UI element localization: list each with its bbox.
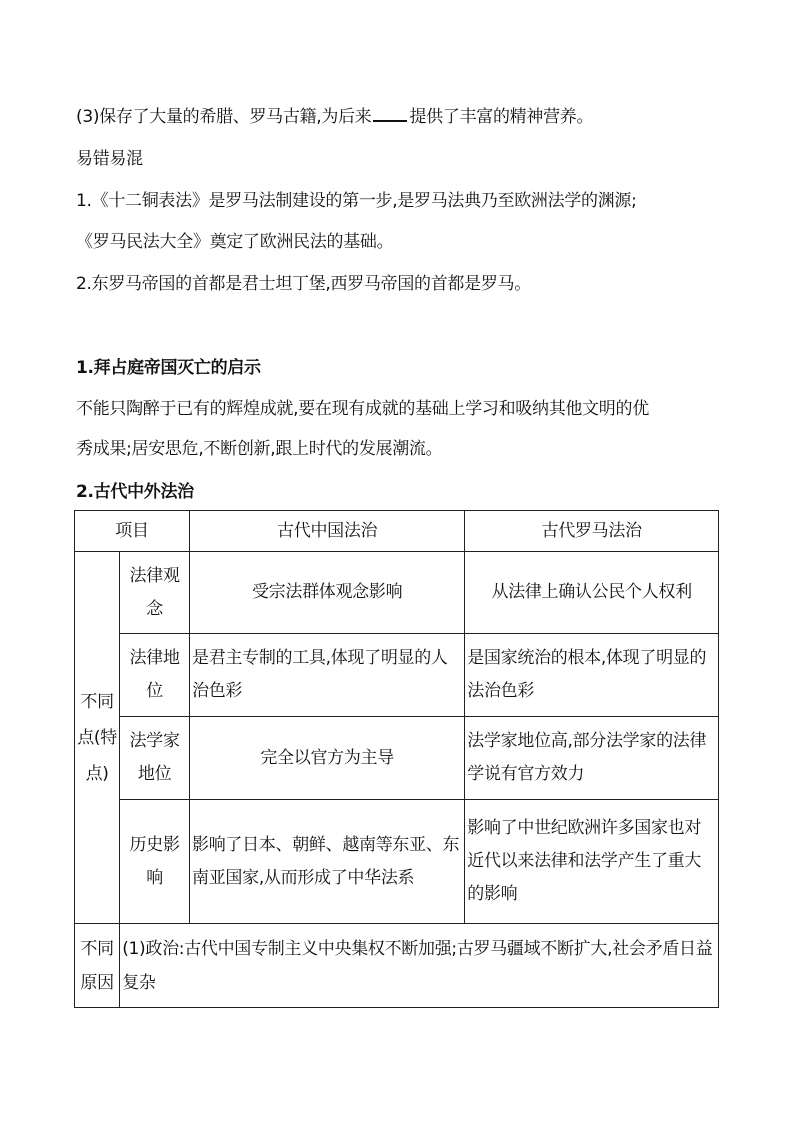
aspect-cell: 法学家地位: [120, 717, 190, 800]
china-cell: 受宗法群体观念影响: [190, 552, 465, 634]
law-table-heading: 2.古代中外法治: [76, 482, 194, 502]
china-cell: 是君主专制的工具,体现了明显的人治色彩: [190, 634, 465, 717]
rome-cell: 影响了中世纪欧洲许多国家也对近代以来法律和法学产生了重大的影响: [465, 800, 719, 924]
confusion-item-1-cont: 《罗马民法大全》奠定了欧洲民法的基础。: [76, 232, 394, 252]
china-cell: 完全以官方为主导: [190, 717, 465, 800]
fill-in-blank: [373, 106, 407, 122]
section-title-confusions: 易错易混: [76, 149, 143, 169]
confusion-item-1: 1.《十二铜表法》是罗马法制建设的第一步,是罗马法典乃至欧洲法学的渊源;: [76, 191, 637, 211]
aspect-cell: 法律地位: [120, 634, 190, 717]
byzantine-text-1: 不能只陶醉于已有的辉煌成就,要在现有成就的基础上学习和吸纳其他文明的优: [76, 399, 649, 419]
table-header-row: [75, 511, 719, 552]
reason-label: 不同原因: [75, 924, 120, 1008]
law-comparison-table: [74, 510, 719, 1008]
rome-cell: 从法律上确认公民个人权利: [465, 552, 719, 634]
rome-cell: 法学家地位高,部分法学家的法律学说有官方效力: [465, 717, 719, 800]
group-label-differences: 不同点(特点): [75, 552, 120, 924]
table-row: [75, 800, 719, 924]
table-row: [75, 634, 719, 717]
aspect-cell: 法律观念: [120, 552, 190, 634]
table-row: [75, 552, 719, 634]
china-cell: 影响了日本、朝鲜、越南等东亚、东南亚国家,从而形成了中华法系: [190, 800, 465, 924]
header-rome: 古代罗马法治: [465, 511, 719, 552]
header-china: 古代中国法治: [190, 511, 465, 552]
table-row: [75, 717, 719, 800]
intro-line-3: [76, 106, 593, 128]
byzantine-text-2: 秀成果;居安思危,不断创新,跟上时代的发展潮流。: [76, 439, 443, 459]
reason-text: (1)政治:古代中国专制主义中央集权不断加强;古罗马疆域不断扩大,社会矛盾日益复杂: [120, 924, 719, 1008]
table-row-reasons: [75, 924, 719, 1008]
rome-cell: 是国家统治的根本,体现了明显的法治色彩: [465, 634, 719, 717]
aspect-cell: 历史影响: [120, 800, 190, 924]
confusion-item-2: 2.东罗马帝国的首都是君士坦丁堡,西罗马帝国的首都是罗马。: [76, 274, 531, 294]
header-item: 项目: [75, 511, 190, 552]
intro-line-3-before: (3)保存了大量的希腊、罗马古籍,为后来: [76, 107, 372, 127]
byzantine-heading: 1.拜占庭帝国灭亡的启示: [76, 358, 261, 378]
intro-line-3-after: 提供了丰富的精神营养。: [409, 107, 594, 127]
